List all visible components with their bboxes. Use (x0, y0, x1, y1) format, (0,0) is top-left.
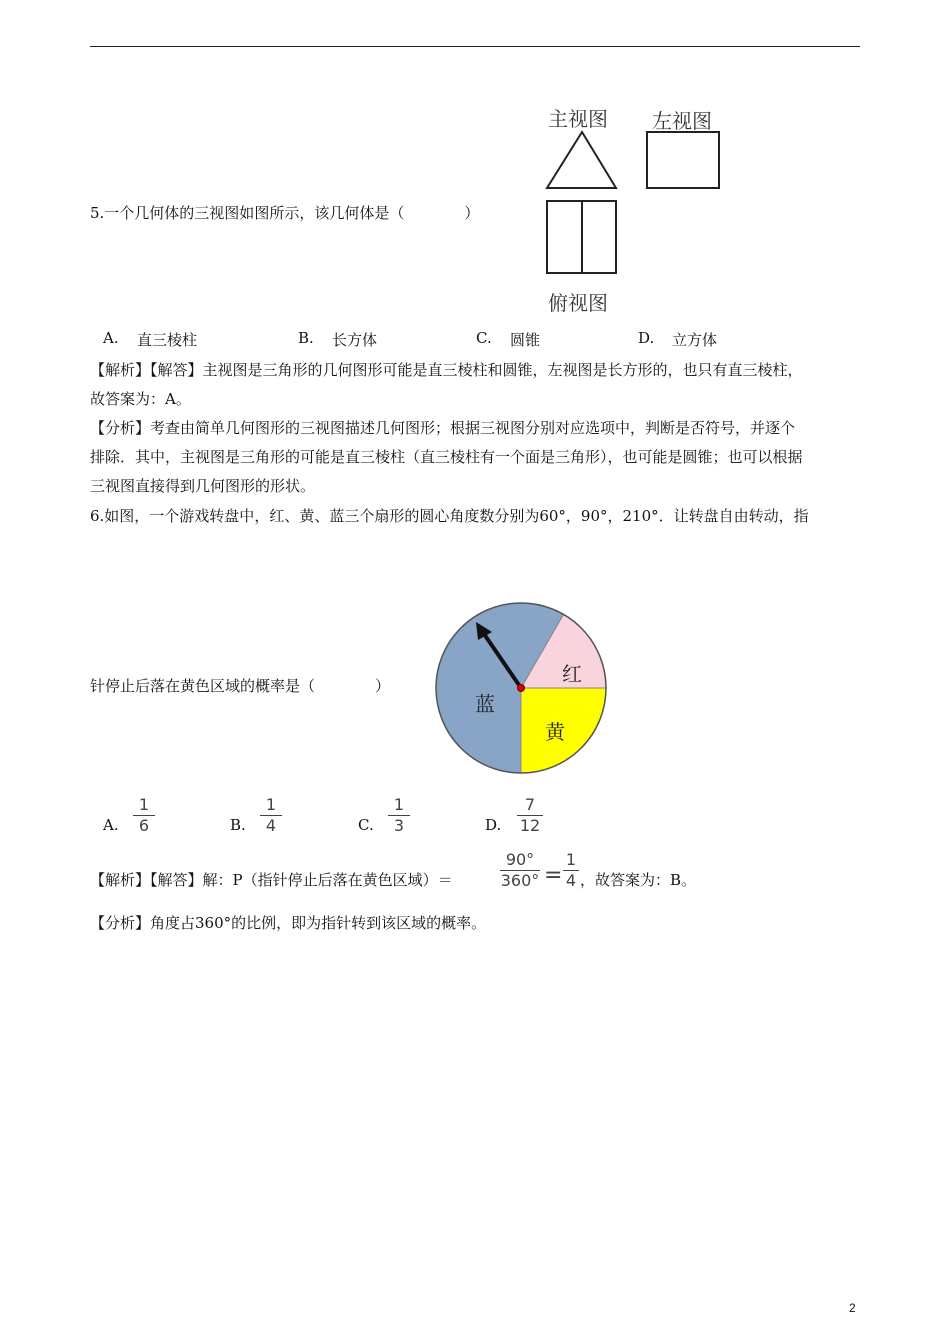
sector-label-yellow: 黄 (545, 720, 565, 744)
frac-den: 4 (565, 871, 577, 890)
q6-stem-line1: 6.如图，一个游戏转盘中，红、黄、蓝三个扇形的圆心角度数分别为60°，90°，210°．让转盘自由转动，指 (90, 507, 809, 525)
q5-fenxi-line3: 三视图直接得到几何图形的形状。 (90, 477, 316, 495)
frac-den: 360° (500, 871, 540, 890)
left-view-label: 左视图 (652, 109, 712, 133)
header-rule (90, 46, 860, 47)
q6-analysis-equals: = (544, 863, 563, 888)
spinner-hub (518, 685, 525, 692)
q6-option-d-fraction[interactable] (517, 796, 543, 835)
frac-num: 1 (565, 850, 577, 869)
q5-option-a-letter[interactable]: A. (103, 329, 119, 347)
q6-option-c-fraction[interactable] (388, 796, 410, 835)
q6-analysis-fraction1 (500, 851, 540, 890)
sector-label-red: 红 (562, 662, 582, 686)
q5-option-b-letter[interactable]: B. (298, 329, 314, 347)
frac-num: 1 (265, 795, 277, 814)
front-view-label: 主视图 (548, 107, 608, 131)
q5-option-c-text[interactable]: 圆锥 (510, 331, 541, 349)
q5-fenxi-line2: 排除．其中，主视图是三角形的可能是直三棱柱（直三棱柱有一个面是三角形），也可能是圆锥；也可以根据 (90, 448, 803, 466)
q6-analysis-fraction2 (563, 851, 579, 890)
page-number: 2 (849, 1301, 856, 1315)
frac-num: 90° (505, 850, 535, 869)
spinner (434, 600, 610, 776)
q6-option-c-letter[interactable]: C. (358, 816, 374, 834)
q5-analysis (90, 356, 860, 414)
frac-num: 1 (393, 795, 405, 814)
left-view-rectangle (647, 132, 719, 188)
top-view-label: 俯视图 (548, 291, 608, 315)
frac-den: 3 (393, 816, 405, 835)
frac-num: 1 (138, 795, 150, 814)
three-view-drawings (540, 125, 730, 285)
q5-option-d-letter[interactable]: D. (638, 329, 655, 347)
q5-fenxi (90, 414, 860, 501)
front-view-triangle (547, 132, 616, 188)
q5-option-b-text[interactable]: 长方体 (332, 331, 378, 349)
q5-analysis-line1: 【解析】【解答】主视图是三角形的几何图形可能是直三棱柱和圆锥，左视图是长方形的，也只有直三棱柱， (90, 361, 803, 379)
q6-option-a-fraction[interactable] (133, 796, 155, 835)
q6-option-d-letter[interactable]: D. (485, 816, 502, 834)
q5-stem: 5.一个几何体的三视图如图所示，该几何体是（ ） (90, 204, 480, 222)
q6-option-b-letter[interactable]: B. (230, 816, 246, 834)
frac-num: 7 (524, 795, 536, 814)
q6-fenxi: 【分析】角度占360°的比例，即为指针转到该区域的概率。 (90, 914, 487, 932)
q5-option-c-letter[interactable]: C. (476, 329, 492, 347)
q6-option-a-letter[interactable]: A. (103, 816, 119, 834)
q5-analysis-line2: 故答案为：A。 (90, 390, 191, 408)
frac-den: 4 (265, 816, 277, 835)
frac-den: 6 (138, 816, 150, 835)
sector-label-blue: 蓝 (475, 692, 495, 716)
q5-option-a-text[interactable]: 直三棱柱 (137, 331, 198, 349)
q6-analysis-prefix: 【解析】【解答】解：P（指针停止后落在黄色区域）＝ (90, 871, 453, 889)
q5-fenxi-line1: 【分析】考查由简单几何图形的三视图描述几何图形；根据三视图分别对应选项中，判断是否符号，并逐个 (90, 419, 796, 437)
q5-option-d-text[interactable]: 立方体 (672, 331, 718, 349)
q6-option-b-fraction[interactable] (260, 796, 282, 835)
q6-analysis-suffix: ，故答案为：B。 (580, 871, 697, 889)
q6-stem-line2: 针停止后落在黄色区域的概率是（ ） (90, 677, 391, 695)
frac-den: 12 (519, 816, 541, 835)
